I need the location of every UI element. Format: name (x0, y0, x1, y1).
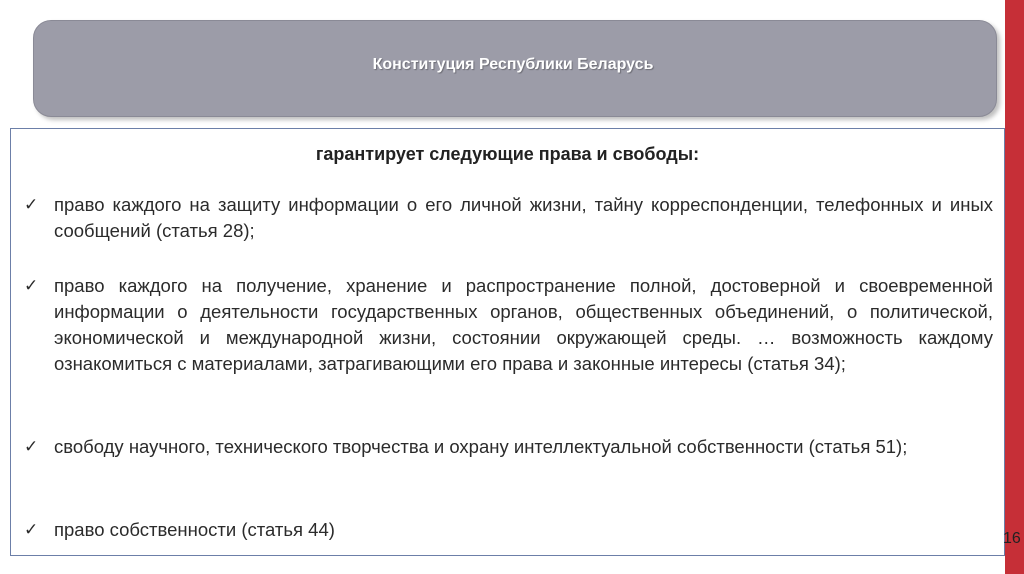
list-item-text: право каждого на защиту информации о его личной жизни, тайну корреспонденции, телефонных и иных сообщений (статья 28); (54, 194, 993, 241)
list-item (24, 273, 993, 377)
content-box (10, 128, 1005, 556)
list-item-text: свободу научного, технического творчества и охрану интеллектуальной собственности (статья 51); (54, 436, 908, 457)
checkmark-icon: ✓ (24, 276, 39, 295)
list-item-text: право собственности (статья 44) (54, 519, 335, 540)
list-item (24, 434, 993, 460)
title-banner (33, 20, 997, 117)
list-item (24, 517, 993, 543)
accent-bar (1005, 0, 1024, 574)
intro-heading: гарантирует следующие права и свободы: (315, 144, 700, 164)
slide-title: Конституция Республики Беларусь (372, 55, 654, 73)
page-number: 16 (1003, 530, 1021, 547)
checkmark-icon: ✓ (24, 195, 39, 214)
checkmark-icon: ✓ (24, 520, 39, 539)
list-item (24, 192, 993, 244)
list-item-text: право каждого на получение, хранение и распространение полной, достоверной и своевременной информации о деятельности государственных органов, общественных объединений, о политической, экономической и международной жизни, состоянии окружающей среды. … возможность каждому ознакомиться с материалами, затрагивающими его права и законные интересы (статья 34); (54, 275, 993, 374)
checkmark-icon: ✓ (24, 437, 39, 456)
